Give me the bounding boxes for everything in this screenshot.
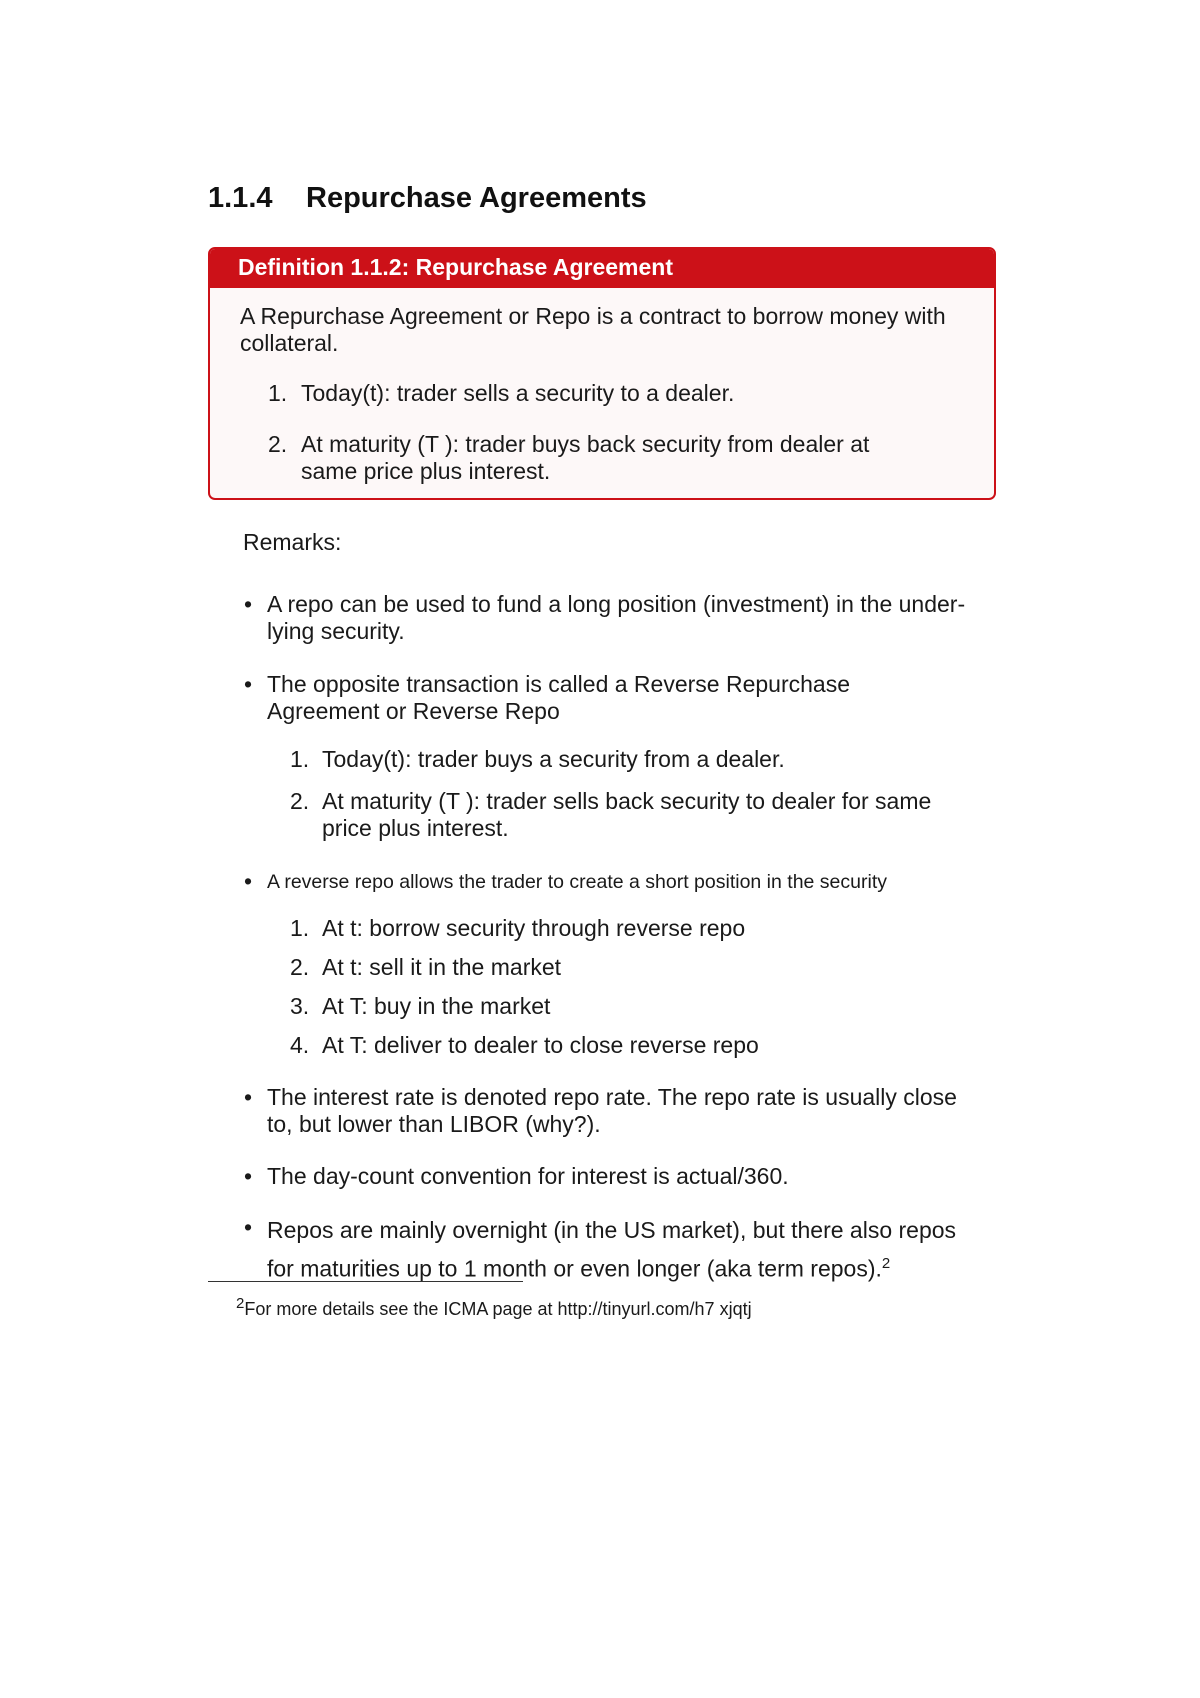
- bullet-marker: •: [244, 1163, 253, 1189]
- definition-item-number: 1.: [268, 380, 288, 406]
- remark-bullet: A repo can be used to fund a long position (investment) in the under-lying security.: [267, 591, 966, 644]
- remark-bullet-text: Repos are mainly overnight (in the US market), but there also repos for maturities up to 1 month or even longer (aka term repos).: [267, 1217, 957, 1282]
- bullet-marker: •: [244, 591, 253, 617]
- footnote: [236, 1290, 752, 1323]
- bullet-marker: •: [244, 1084, 253, 1110]
- footnote-reference: 2: [881, 1255, 891, 1272]
- definition-item-number: 2.: [268, 431, 288, 457]
- sub-item: At T: buy in the market: [322, 993, 551, 1019]
- section-number: 1.1.4: [208, 182, 273, 214]
- sub-item: At t: borrow security through reverse repo: [322, 915, 746, 941]
- footnote-divider: [208, 1281, 523, 1282]
- remark-bullet: The day-count convention for interest is actual/360.: [267, 1163, 789, 1189]
- definition-box: [208, 247, 996, 500]
- footnote-text: For more details see the ICMA page at http://tinyurl.com/h7 xjqtj: [244, 1299, 752, 1319]
- bullet-marker: •: [244, 1214, 253, 1240]
- sub-item-number: 4.: [290, 1032, 310, 1058]
- sub-item-number: 2.: [290, 954, 310, 980]
- definition-title: Definition 1.1.2: Repurchase Agreement: [210, 249, 994, 288]
- remark-bullet: A reverse repo allows the trader to create a short position in the security: [267, 871, 887, 893]
- remark-bullet: The opposite transaction is called a Reverse Repurchase Agreement or Reverse Repo: [267, 671, 850, 724]
- bullet-marker: •: [244, 868, 253, 894]
- sub-item-number: 2.: [290, 788, 310, 814]
- remark-bullet: [267, 1214, 982, 1286]
- section-heading: [208, 182, 647, 215]
- remark-bullet: The interest rate is denoted repo rate. The repo rate is usually close to, but lower than LIBOR (why?).: [267, 1084, 957, 1137]
- sub-item: Today(t): trader buys a security from a dealer.: [322, 746, 785, 772]
- sub-item-number: 3.: [290, 993, 310, 1019]
- sub-item: At t: sell it in the market: [322, 954, 562, 980]
- bullet-marker: •: [244, 671, 253, 697]
- remarks-label: Remarks:: [243, 529, 342, 555]
- definition-item: Today(t): trader sells a security to a dealer.: [301, 380, 735, 406]
- definition-intro: A Repurchase Agreement or Repo is a contract to borrow money with collateral.: [240, 303, 946, 356]
- footnote-mark: 2: [236, 1295, 245, 1312]
- section-title: Repurchase Agreements: [306, 182, 647, 214]
- definition-item: At maturity (T ): trader buys back security from dealer at same price plus interest.: [301, 431, 870, 484]
- sub-item: At maturity (T ): trader sells back security to dealer for same price plus interest.: [322, 788, 932, 841]
- sub-item: At T: deliver to dealer to close reverse repo: [322, 1032, 759, 1058]
- sub-item-number: 1.: [290, 915, 310, 941]
- sub-item-number: 1.: [290, 746, 310, 772]
